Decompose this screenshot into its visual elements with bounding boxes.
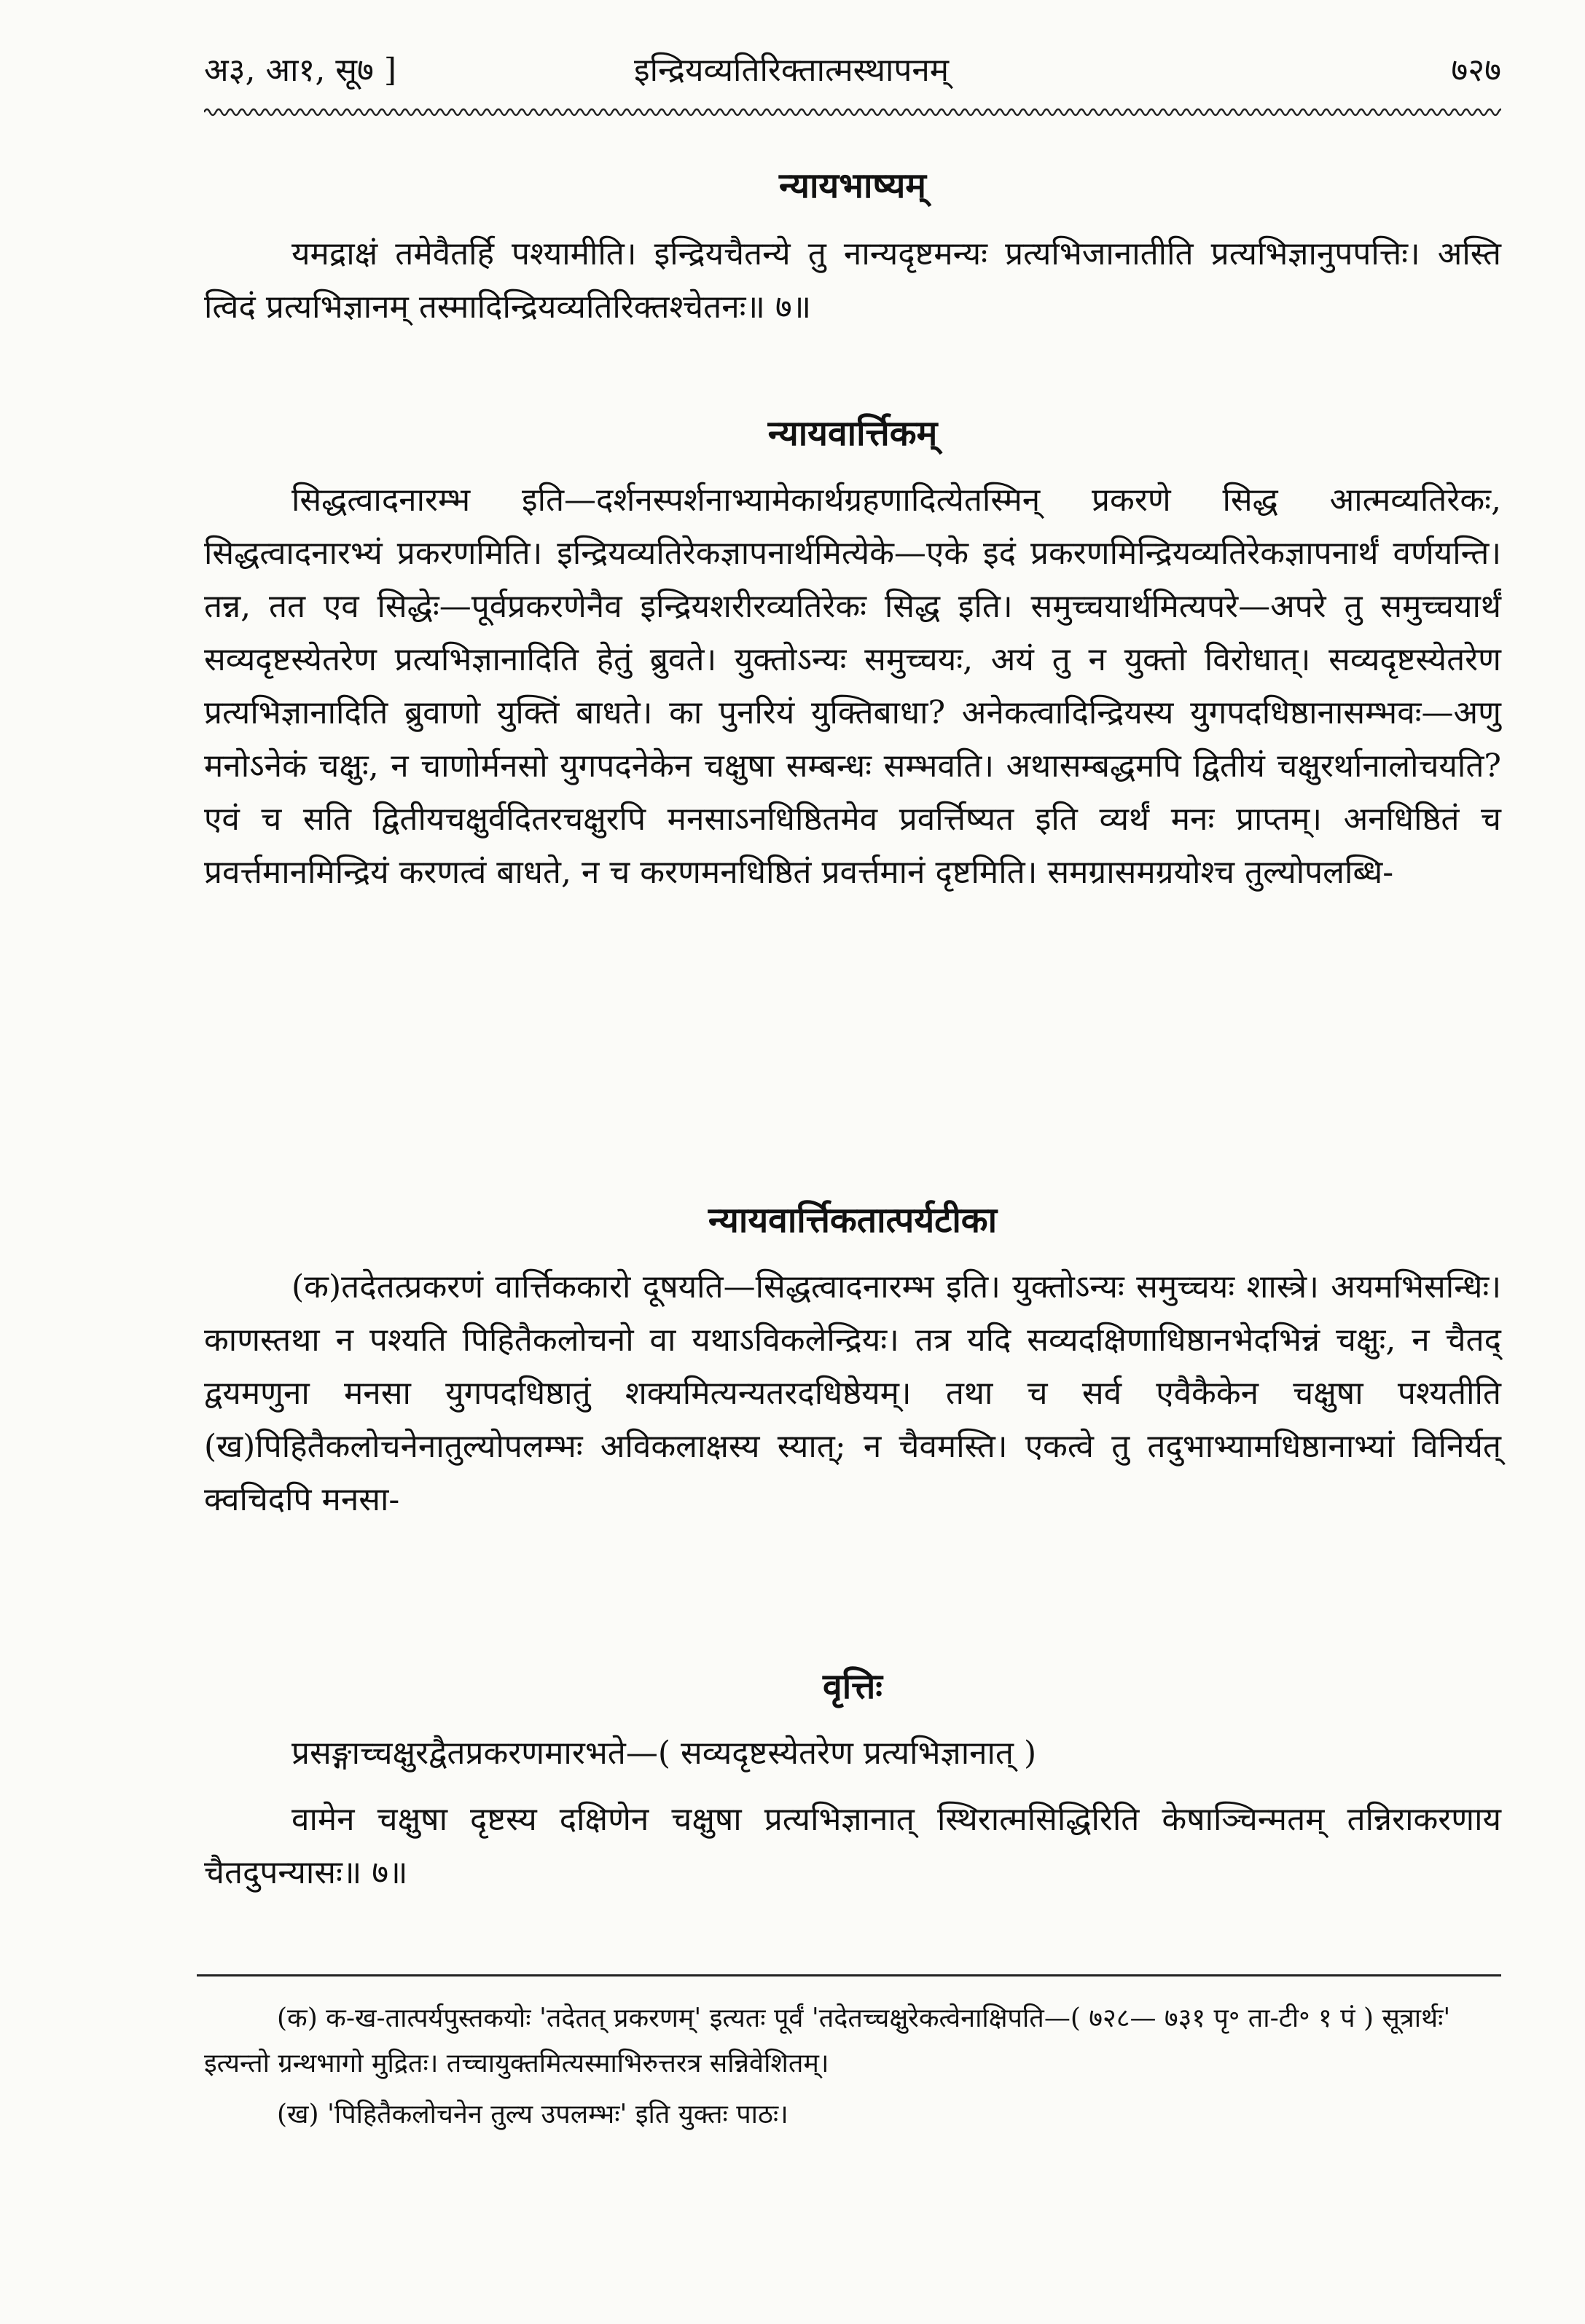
running-header — [204, 38, 1501, 103]
footnote-k: (क) क-ख-तात्पर्यपुस्तकयोः 'तदेतत् प्रकरणम्' इत्यतः पूर्वं 'तदेतच्चक्षुरेकत्वेनाक्षिपति—( ७२८— ७३१ पृ॰ ता-टी॰ १ पं ) सूत्रार्थः' इत्यन्तो ग्रन्थभागो मुद्रितः। तच्चायुक्तमित्यस्माभिरुत्तरत्र सन्निवेशितम्। — [204, 2003, 1451, 2078]
page-number: ७२७ — [1451, 52, 1501, 89]
running-title: इन्द्रियव्यतिरिक्तात्मस्थापनम् — [634, 52, 950, 89]
header-wavy-rule — [204, 103, 1501, 121]
tika-heading: न्यायवार्त्तिकतात्पर्यटीका — [708, 1200, 998, 1241]
bhashya-text: यमद्राक्षं तमेवैतर्हि पश्यामीति। इन्द्रियचैतन्ये तु नान्यदृष्टमन्यः प्रत्यभिजानातीति प्रत्यभिज्ञानुपपत्तिः। अस्ति त्विदं प्रत्यभिज्ञानम् तस्मादिन्द्रियव्यतिरिक्तश्चेतनः॥ ७॥ — [204, 235, 1501, 326]
tika-paragraph — [204, 1260, 1501, 1526]
bhashya-paragraph — [204, 227, 1501, 334]
vartika-heading: न्यायवार्त्तिकम् — [767, 413, 938, 454]
tika-text: (क)तदेतत्प्रकरणं वार्त्तिककारो दूषयति—सिद्धत्वादनारम्भ इति। युक्तोऽन्यः समुच्चयः शास्त्रे। अयमभिसन्धिः। काणस्तथा न पश्यति पिहितैकलोचनो वा यथाऽविकलेन्द्रियः। तत्र यदि सव्यदक्षिणाधिष्ठानभेदभिन्नं चक्षुः, न चैतद् द्वयमणुना मनसा युगपदधिष्ठातुं शक्यमित्यन्यतरदधिष्ठेयम्। तथा च सर्व एवैकैकेन चक्षुषा पश्यतीति (ख)पिहितैकलोचनेनातुल्योपलम्भः अविकलाक्षस्य स्यात्; न चैवमस्ति। एकत्वे तु तदुभाभ्यामधिष्ठानाभ्यां विनिर्यत् क्वचिदपि मनसा- — [204, 1268, 1501, 1518]
vartika-paragraph — [204, 474, 1501, 899]
vritti-paragraph — [204, 1727, 1501, 1899]
section-reference: अ३, आ१, सू७ ] — [204, 52, 397, 89]
footnotes — [204, 1996, 1501, 2137]
footnote-kh: (ख) 'पिहितैकलोचनेन तुल्य उपलम्भः' इति युक्तः पाठः। — [277, 2100, 788, 2129]
footnote-rule — [197, 1974, 1501, 1976]
vritti-heading: वृत्तिः — [823, 1666, 882, 1707]
vritti-first-line: प्रसङ्गाच्चक्षुरद्वैतप्रकरणमारभते—( सव्यदृष्टस्येतरेण प्रत्यभिज्ञानात् ) — [291, 1735, 1037, 1772]
vritti-text: वामेन चक्षुषा दृष्टस्य दक्षिणेन चक्षुषा प्रत्यभिज्ञानात् स्थिरात्मसिद्धिरिति केषाञ्चिन्मतम् तन्निराकरणाय चैतदुपन्यासः॥ ७॥ — [204, 1801, 1501, 1891]
bhashya-heading: न्यायभाष्यम् — [778, 165, 927, 206]
vartika-text: सिद्धत्वादनारम्भ इति—दर्शनस्पर्शनाभ्यामेकार्थग्रहणादित्येतस्मिन् प्रकरणे सिद्ध आत्मव्यतिरेकः, सिद्धत्वादनारभ्यं प्रकरणमिति। इन्द्रियव्यतिरेकज्ञापनार्थमित्येके—एके इदं प्रकरणमिन्द्रियव्यतिरेकज्ञापनार्थं वर्णयन्ति। तन्न, तत एव सिद्धेः—पूर्वप्रकरणेनैव इन्द्रियशरीरव्यतिरेकः सिद्ध इति। समुच्चयार्थमित्यपरे—अपरे तु समुच्चयार्थं सव्यदृष्टस्येतरेण प्रत्यभिज्ञानादिति हेतुं ब्रुवते। युक्तोऽन्यः समुच्चयः, अयं तु न युक्तो विरोधात्। सव्यदृष्टस्येतरेण प्रत्यभिज्ञानादिति ब्रुवाणो युक्तिं बाधते। का पुनरियं युक्तिबाधा? अनेकत्वादिन्द्रियस्य युगपदधिष्ठानासम्भवः—अणु मनोऽनेकं चक्षुः, न चाणोर्मनसो युगपदनेकेन चक्षुषा सम्बन्धः सम्भवति। अथासम्बद्धमपि द्वितीयं चक्षुरर्थानालोचयति? एवं च सति द्वितीयचक्षुर्वदितरचक्षुरपि मनसाऽनधिष्ठितमेव प्रवर्त्तिष्यत इति व्यर्थं मनः प्राप्तम्। अनधिष्ठितं च प्रवर्त्तमानमिन्द्रियं करणत्वं बाधते, न च करणमनधिष्ठितं प्रवर्त्तमानं दृष्टमिति। समग्रासमग्रयोश्च तुल्योपलब्धि- — [204, 482, 1501, 891]
